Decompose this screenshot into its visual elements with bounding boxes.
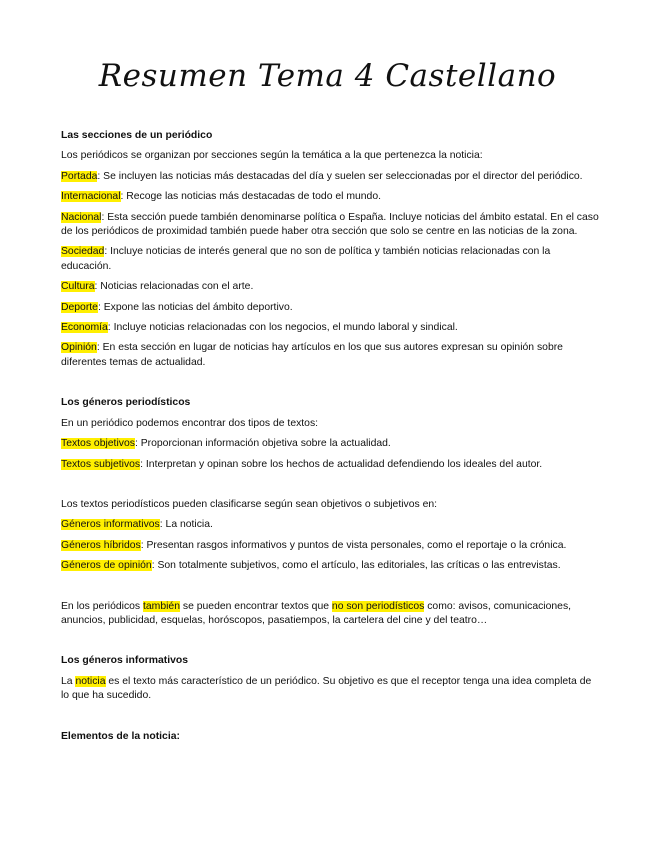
section-intro: Los periódicos se organizan por secciones según la temática a la que pertenezca la noticia: — [61, 150, 483, 162]
list-item — [61, 341, 601, 370]
section-intro: Los textos periodísticos pueden clasificarse según sean objetivos o subjetivos en: — [61, 498, 438, 510]
paragraph — [61, 600, 601, 629]
list-item — [61, 280, 601, 294]
highlight: no son periodísticos — [331, 600, 425, 612]
term-description: : Incluye noticias relacionadas con los negocios, el mundo laboral y sindical. — [107, 322, 458, 334]
text: La — [61, 675, 76, 687]
list-item — [61, 539, 601, 553]
highlighted-term: Textos subjetivos — [61, 458, 141, 470]
text: como: avisos, comunicaciones, anuncios, publicidad, esquelas, horóscopos, pasatiempos, la cartelera del cine y del teatro… — [61, 600, 572, 626]
text: se pueden encontrar textos que — [179, 600, 332, 612]
highlighted-term: Géneros informativos — [61, 519, 160, 531]
highlight: también — [143, 600, 180, 612]
term-description: : Esta sección puede también denominarse política o España. Incluye noticias del ámbito estatal. En el caso de los periódicos de proximidad también puede haber otra sección que solo se centre en las noticias de la zona. — [61, 211, 599, 238]
term-description: : Noticias relacionadas con el arte. — [94, 281, 254, 293]
term-description: : Interpretan y opinan sobre los hechos de actualidad defendiendo los ideales del autor. — [140, 458, 543, 470]
term-description: : Presentan rasgos informativos y puntos de vista personales, como el reportaje o la crónica. — [140, 539, 567, 551]
term-description: : Proporcionan información objetiva sobre la actualidad. — [134, 438, 391, 450]
term-description: : Incluye noticias de interés general que no son de política y también noticias relacionadas con la educación. — [61, 246, 551, 272]
highlighted-term: Cultura — [61, 281, 95, 293]
list-item — [61, 437, 601, 451]
list-item — [61, 321, 601, 335]
highlight: noticia — [75, 675, 106, 687]
highlighted-term: Géneros de opinión — [61, 560, 152, 572]
highlighted-term: Portada — [61, 170, 98, 182]
highlighted-term: Textos objetivos — [61, 438, 135, 450]
list-item — [61, 518, 601, 532]
term-description: : Se incluyen las noticias más destacadas del día y suelen ser seleccionadas por el director del periódico. — [97, 170, 583, 182]
page-title: Resumen Tema 4 Castellano — [98, 58, 557, 94]
highlighted-term: Nacional — [61, 211, 102, 223]
list-item — [61, 190, 601, 204]
section-heading: Elementos de la noticia: — [61, 730, 180, 742]
paragraph — [61, 675, 601, 704]
list-item — [61, 301, 601, 315]
term-description: : Son totalmente subjetivos, como el artículo, las editoriales, las críticas o las entrevistas. — [151, 560, 561, 572]
highlighted-term: Opinión — [61, 342, 97, 354]
genres-list — [61, 518, 601, 573]
text: En los periódicos — [61, 600, 144, 612]
section-heading: Los géneros periodísticos — [61, 397, 191, 409]
term-description: : Recoge las noticias más destacadas de todo el mundo. — [120, 191, 381, 203]
highlighted-term: Internacional — [61, 191, 121, 203]
text-types-list — [61, 437, 601, 472]
list-item — [61, 559, 601, 573]
list-item — [61, 170, 601, 184]
term-description: : Expone las noticias del ámbito deportivo. — [97, 301, 293, 313]
highlighted-term: Deporte — [61, 301, 98, 313]
highlighted-term: Sociedad — [61, 246, 105, 258]
section-heading: Los géneros informativos — [61, 655, 189, 667]
highlighted-term: Economía — [61, 322, 108, 334]
term-description: : La noticia. — [159, 519, 213, 531]
term-description: : En esta sección en lugar de noticias hay artículos en los que sus autores expresan su opinión sobre diferentes temas de actualidad. — [61, 342, 563, 368]
sections-list — [61, 170, 601, 370]
section-heading: Las secciones de un periódico — [61, 130, 213, 141]
section-intro: En un periódico podemos encontrar dos tipos de textos: — [61, 417, 319, 429]
list-item — [61, 458, 601, 472]
list-item — [61, 245, 601, 274]
list-item — [61, 211, 601, 240]
text: es el texto más característico de un periódico. Su objetivo es que el receptor tenga una idea completa de lo que ha sucedido. — [61, 675, 592, 702]
document-body — [61, 129, 601, 750]
highlighted-term: Géneros híbridos — [61, 539, 141, 551]
